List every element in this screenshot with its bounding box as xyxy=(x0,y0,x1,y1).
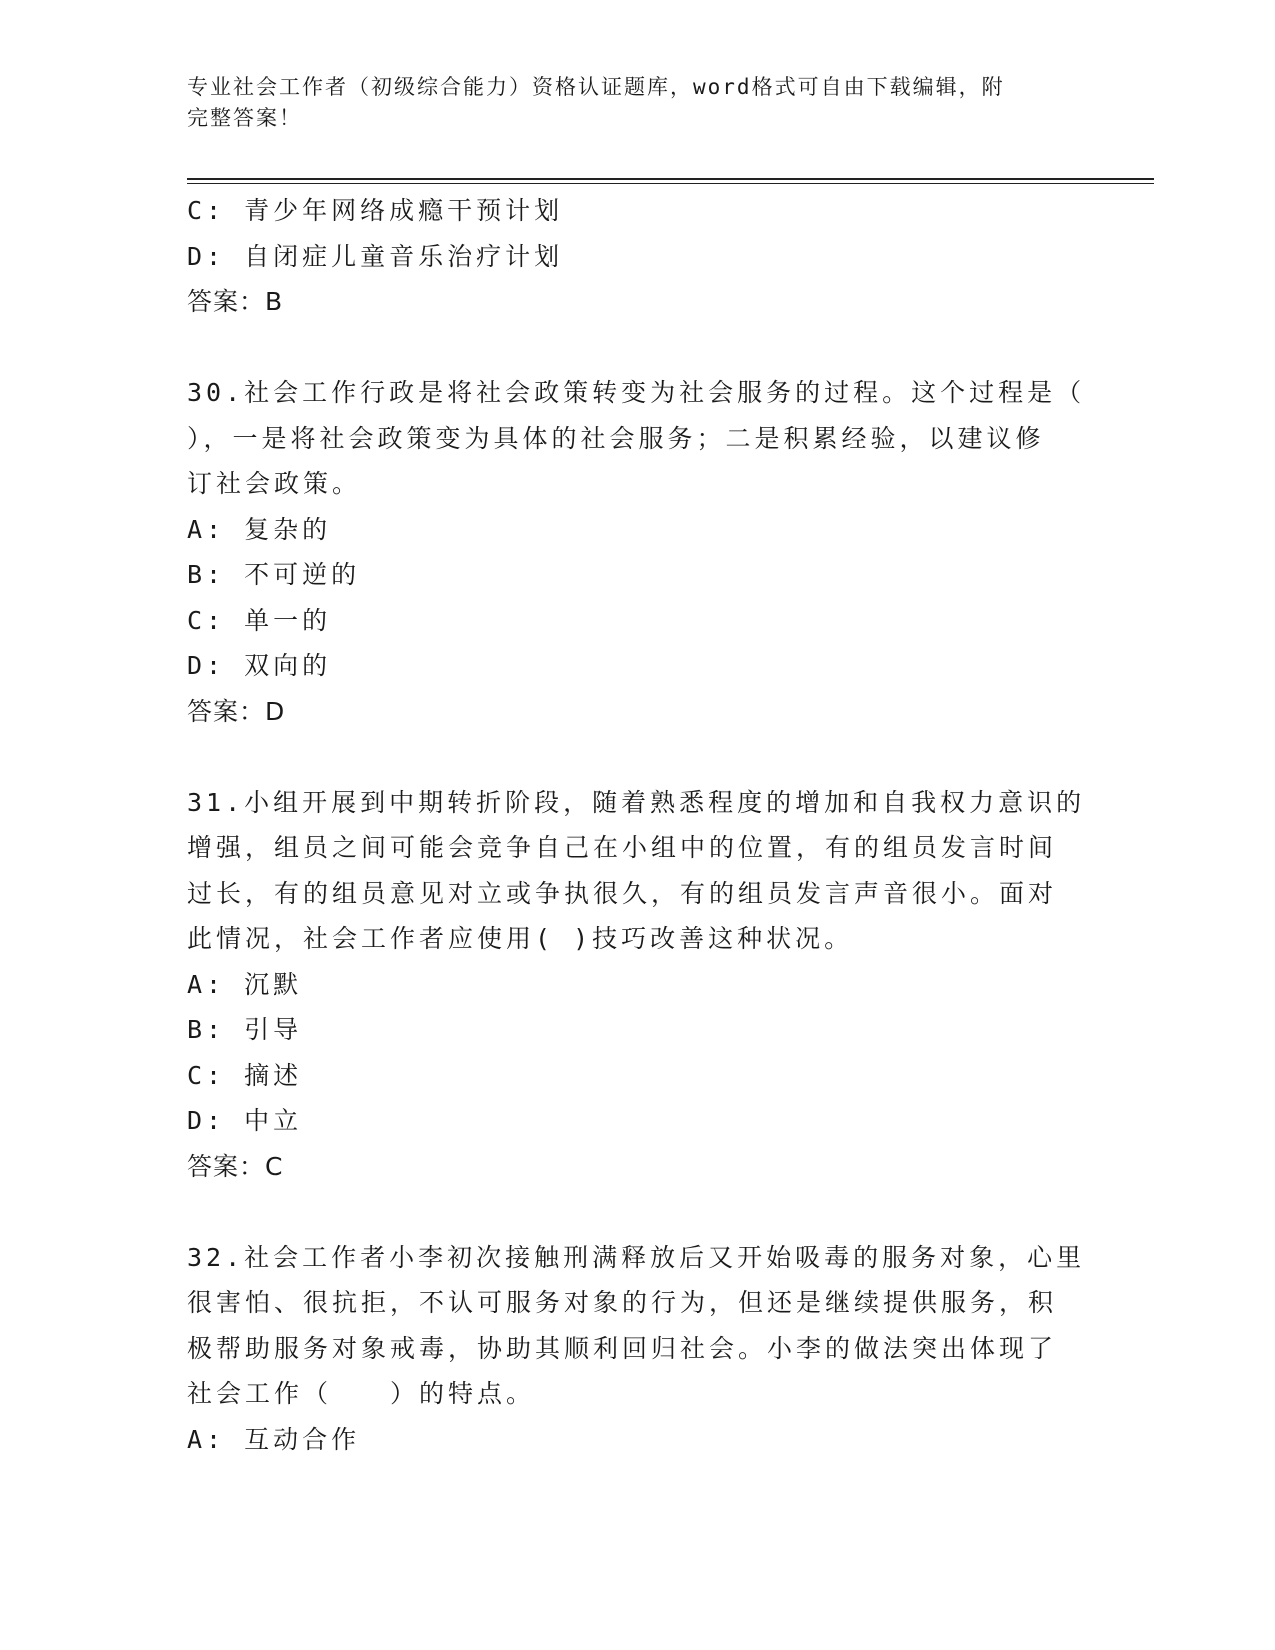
spacer xyxy=(187,1189,1087,1235)
question-text-line: 增强，组员之间可能会竞争自己在小组中的位置，有的组员发言时间 xyxy=(187,833,1058,862)
spacer xyxy=(187,325,1087,371)
question-31 xyxy=(187,780,1087,1190)
option-d: D: 自闭症儿童音乐治疗计划 xyxy=(187,241,564,271)
option-a: A: 复杂的 xyxy=(187,514,332,544)
question-text-line: 很害怕、很抗拒，不认可服务对象的行为，但还是继续提供服务，积 xyxy=(187,1288,1058,1317)
question-text-line: ），一是将社会政策变为具体的社会服务；二是积累经验，以建议修 xyxy=(187,423,1045,453)
question-30 xyxy=(187,370,1087,734)
option-b: B: 不可逆的 xyxy=(187,560,361,589)
question-text-line: 31.小组开展到中期转折阶段，随着熟悉程度的增加和自我权力意识的 xyxy=(187,787,1086,817)
option-d: D: 双向的 xyxy=(187,651,332,680)
header-line-2: 完整答案！ xyxy=(187,106,302,130)
spacer xyxy=(187,734,1087,780)
question-text-line: 订社会政策。 xyxy=(187,469,362,498)
option-a: A: 沉默 xyxy=(187,969,303,999)
answer-line: 答案：D xyxy=(187,696,286,726)
question-text-line: 极帮助服务对象戒毒，协助其顺利回归社会。小李的做法突出体现了 xyxy=(187,1333,1058,1363)
option-a: A: 互动合作 xyxy=(187,1424,361,1454)
document-body xyxy=(187,188,1087,1462)
header-divider xyxy=(187,178,1154,184)
question-text-line: 30.社会工作行政是将社会政策转变为社会服务的过程。这个过程是（ xyxy=(187,378,1086,407)
option-b: B: 引导 xyxy=(187,1015,303,1044)
option-c: C: 青少年网络成瘾干预计划 xyxy=(187,196,564,225)
option-c: C: 摘述 xyxy=(187,1060,303,1090)
page-header xyxy=(187,72,1067,134)
question-text-line: 社会工作（ ）的特点。 xyxy=(187,1379,536,1408)
header-line-1: 专业社会工作者（初级综合能力）资格认证题库，word格式可自由下载编辑，附 xyxy=(187,75,1005,99)
question-text-line: 此情况，社会工作者应使用( )技巧改善这种状况。 xyxy=(187,924,854,953)
answer-line: 答案：B xyxy=(187,287,284,316)
option-c: C: 单一的 xyxy=(187,605,332,635)
question-text-line: 32.社会工作者小李初次接触刑满释放后又开始吸毒的服务对象，心里 xyxy=(187,1242,1086,1272)
option-d: D: 中立 xyxy=(187,1106,303,1135)
answer-line: 答案：C xyxy=(187,1151,284,1181)
question-text-line: 过长，有的组员意见对立或争执很久，有的组员发言声音很小。面对 xyxy=(187,878,1058,908)
question-32 xyxy=(187,1235,1087,1463)
question-29-tail xyxy=(187,188,1087,325)
